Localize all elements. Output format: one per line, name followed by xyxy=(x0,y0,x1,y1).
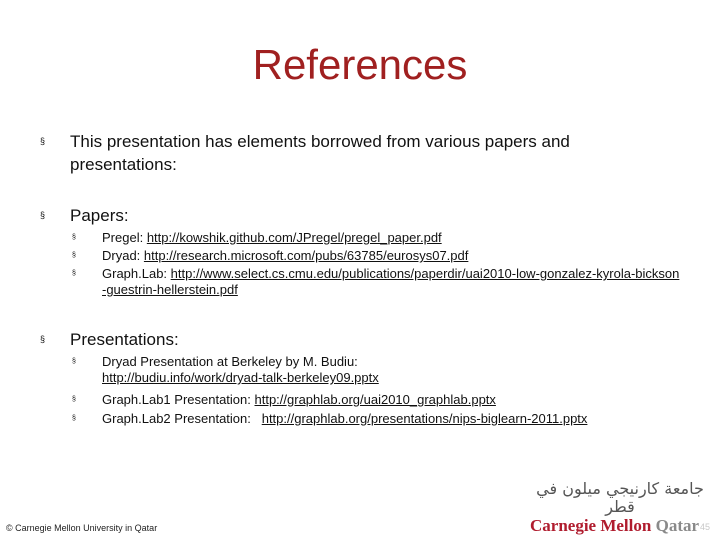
logo-qatar-text: Qatar xyxy=(651,516,700,535)
footer-copyright: © Carnegie Mellon University in Qatar xyxy=(6,523,158,533)
paper-link[interactable]: http://www.select.cs.cmu.edu/publications/paperdir/uai2010-low-gonzalez-kyrola-bickson-guestrin-hellerstein.pdf xyxy=(102,266,680,297)
presentation-item-graphlab2 xyxy=(72,411,682,427)
slide-title: References xyxy=(252,41,468,88)
bullet-presentations xyxy=(40,328,680,351)
bullet-marker: § xyxy=(40,210,46,220)
paper-label: Dryad: xyxy=(102,248,144,263)
presentation-link[interactable]: http://budiu.info/work/dryad-talk-berkeley09.pptx xyxy=(102,370,379,385)
logo-arabic-text: جامعة كارنيجي ميلون في قطر xyxy=(536,479,704,516)
presentation-item-graphlab1 xyxy=(72,392,682,408)
sub-bullet-marker: § xyxy=(72,358,76,365)
presentation-item-text xyxy=(102,392,496,408)
paper-item-graphlab xyxy=(72,266,682,298)
papers-heading: Papers: xyxy=(70,206,129,225)
sub-bullet-marker: § xyxy=(72,396,76,403)
presentation-item-text xyxy=(102,411,587,427)
paper-item-text xyxy=(102,266,682,298)
logo-wordmark xyxy=(530,516,710,536)
bullet-papers xyxy=(40,204,680,227)
bullet-marker: § xyxy=(40,334,46,344)
presentation-label: Graph.Lab2 Presentation: xyxy=(102,411,262,426)
paper-item-text xyxy=(102,248,468,264)
paper-item-dryad xyxy=(72,248,682,264)
paper-link[interactable]: http://research.microsoft.com/pubs/63785/eurosys07.pdf xyxy=(143,248,469,263)
presentations-heading: Presentations: xyxy=(70,330,179,349)
presentation-label: Dryad Presentation at Berkeley by M. Budiu: xyxy=(102,354,358,369)
sub-bullet-marker: § xyxy=(72,252,76,259)
sub-bullet-marker: § xyxy=(72,234,76,241)
intro-text: This presentation has elements borrowed from various papers and presentations: xyxy=(70,132,570,174)
paper-item-text xyxy=(102,230,442,246)
presentation-link[interactable]: http://graphlab.org/uai2010_graphlab.pptx xyxy=(254,392,496,407)
page-number: 45 xyxy=(699,522,710,532)
paper-item-pregel xyxy=(72,230,682,246)
paper-link[interactable]: http://kowshik.github.com/JPregel/pregel_paper.pdf xyxy=(146,230,442,245)
sub-bullet-marker: § xyxy=(72,415,76,422)
paper-label: Graph.Lab: xyxy=(102,266,171,281)
sub-bullet-marker: § xyxy=(72,270,76,277)
paper-label: Pregel: xyxy=(102,230,147,245)
presentation-link[interactable]: http://graphlab.org/presentations/nips-biglearn-2011.pptx xyxy=(261,411,588,426)
presentation-item-text xyxy=(102,354,379,386)
presentation-item-dryad xyxy=(72,354,682,386)
logo-cmu-text: Carnegie Mellon xyxy=(530,516,652,535)
bullet-intro xyxy=(40,130,680,176)
presentation-label: Graph.Lab1 Presentation: xyxy=(102,392,255,407)
bullet-marker: § xyxy=(40,136,46,146)
